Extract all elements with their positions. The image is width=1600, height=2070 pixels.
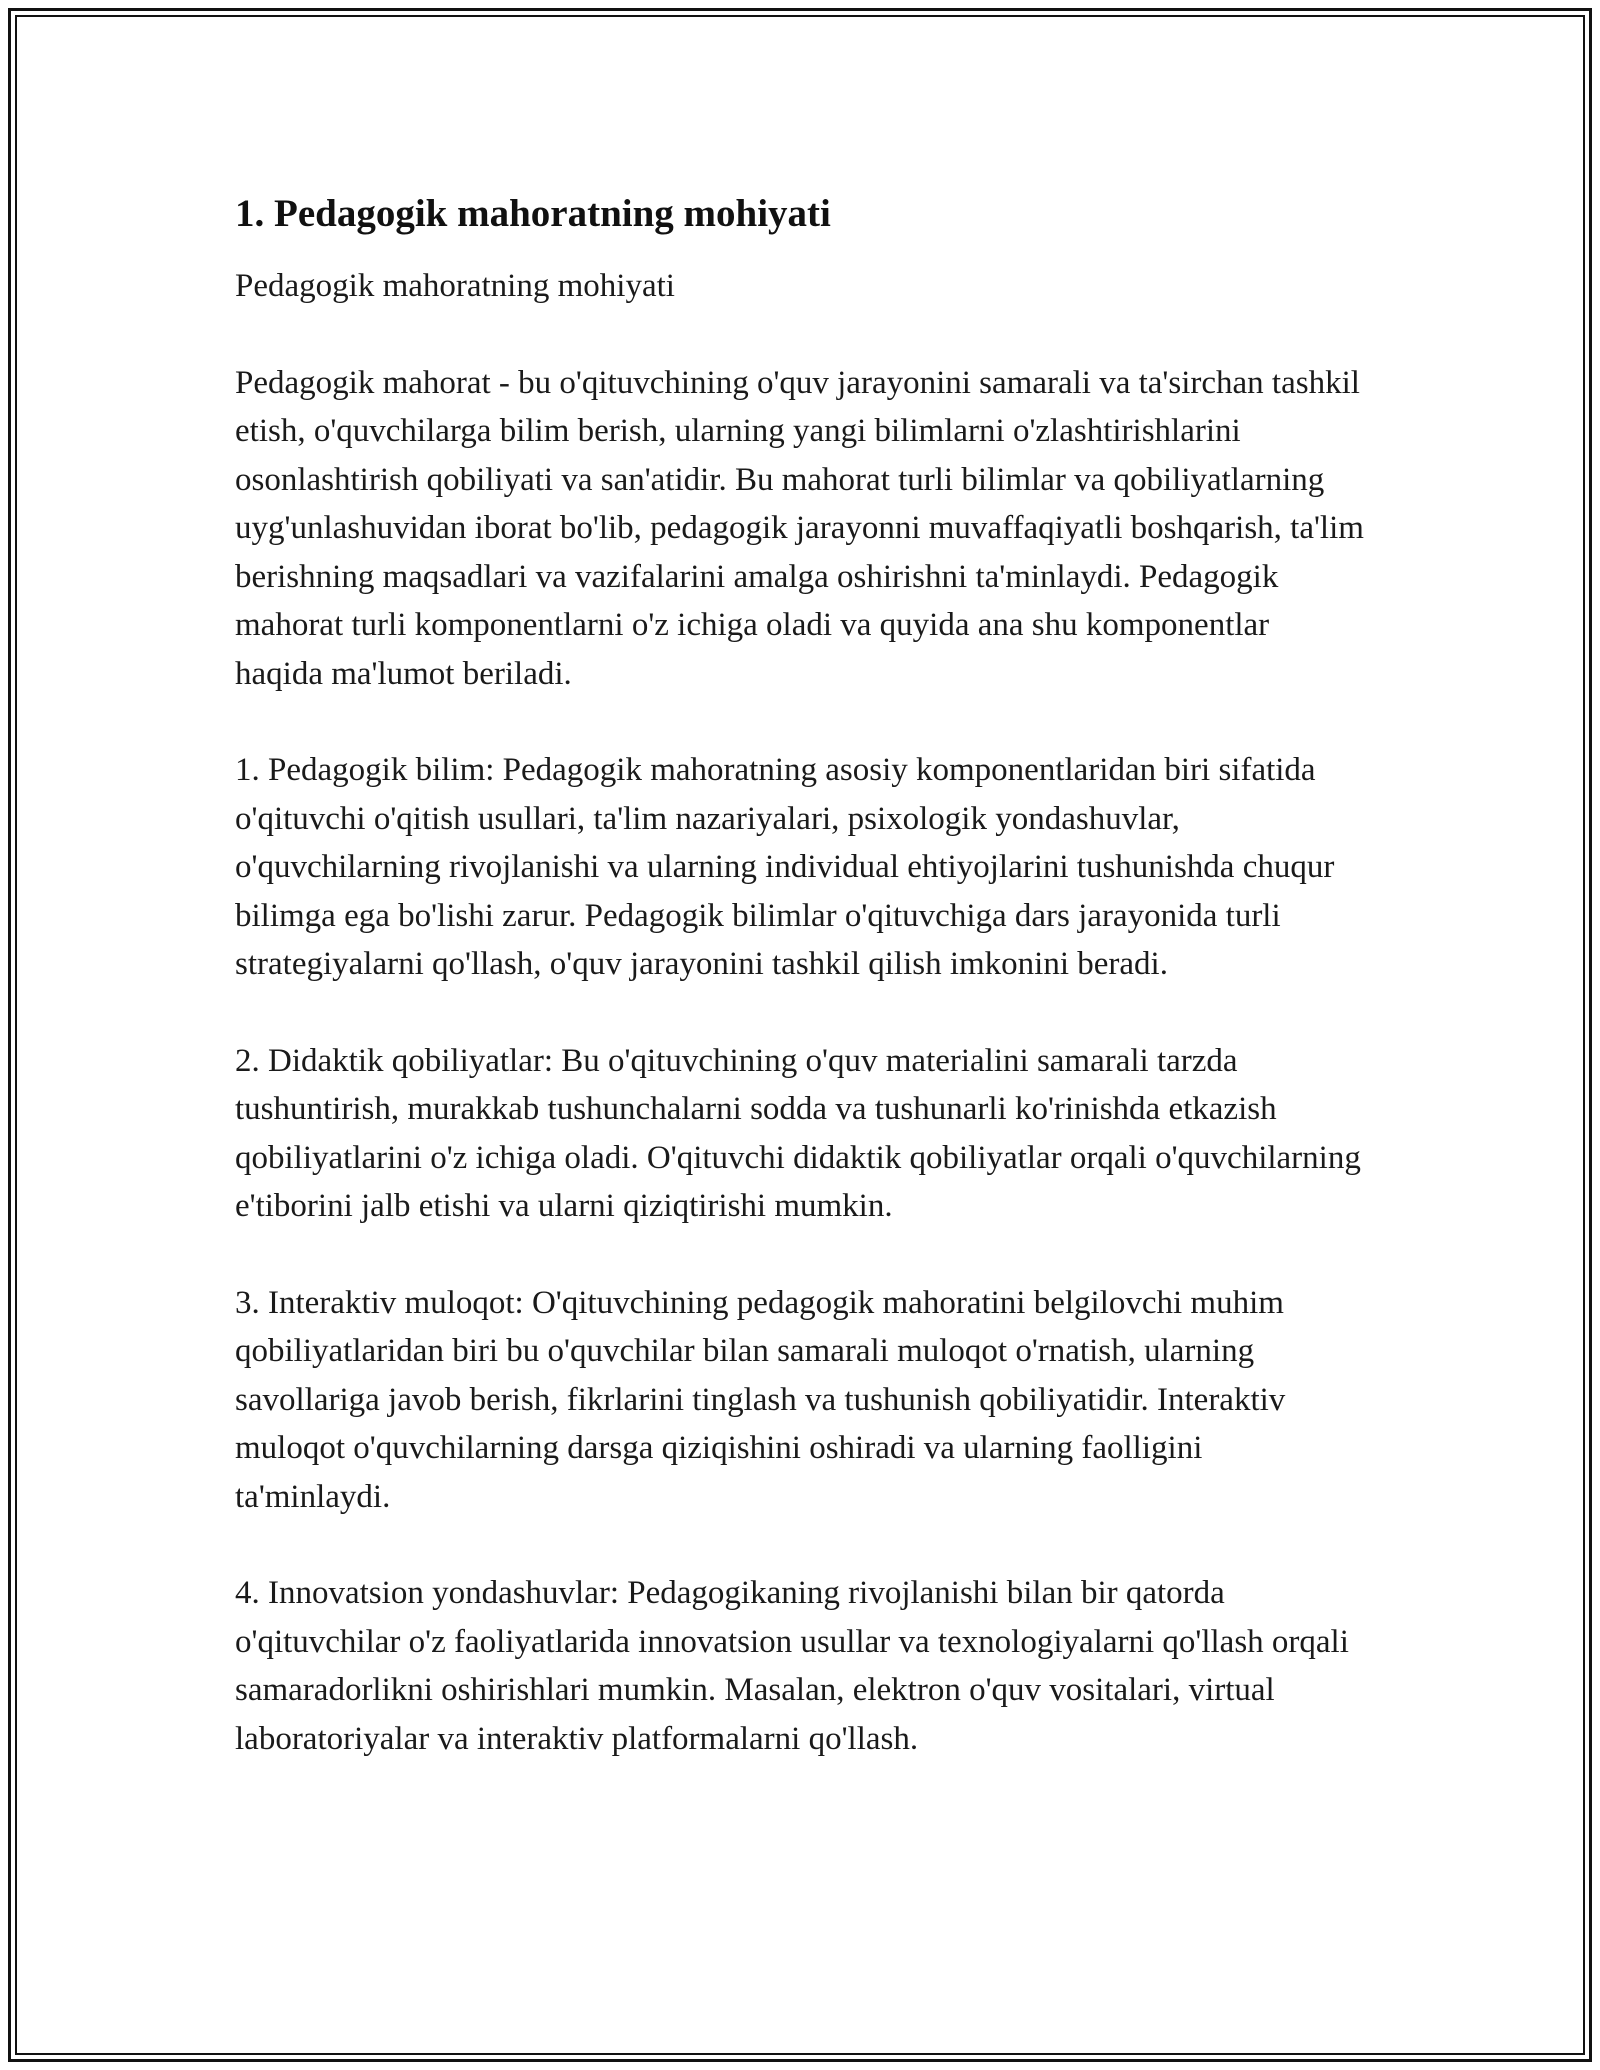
- intro-paragraph: Pedagogik mahorat - bu o'qituvchining o'quv jarayonini samarali va ta'sirchan tashkil etish, o'quvchilarga bilim berish, ularning yangi bilimlarni o'zlashtirishlarini osonlashtirish qobiliyati va san'atidir. Bu mahorat turli bilimlar va qobiliyatlarning uyg'unlashuvidan iborat bo'lib, pedagogik jarayonni muvaffaqiyatli boshqarish, ta'lim berishning maqsadlari va vazifalarini amalga oshirishni ta'minlaydi. Pedagogik mahorat turli komponentlarni o'z ichiga oladi va quyida ana shu komponentlar haqida ma'lumot beriladi.: [235, 364, 1364, 692]
- paragraph-interactive-communication: 3. Interaktiv muloqot: O'qituvchining pedagogik mahoratini belgilovchi muhim qobiliyatlaridan biri bu o'quvchilar bilan samarali muloqot o'rnatish, ularning savollariga javob berish, fikrlarini tinglash va tushunish qobiliyatidir. Interaktiv muloqot o'quvchilarning darsga qiziqishini oshiradi va ularning faolligini ta'minlaydi.: [235, 1284, 1286, 1515]
- paragraph-didactic-abilities: 2. Didaktik qobiliyatlar: Bu o'qituvchining o'quv materialini samarali tarzda tushuntirish, murakkab tushunchalarni sodda va tushunarli ko'rinishda etkazish qobiliyatlarini o'z ichiga oladi. O'qituvchi didaktik qobiliyatlar orqali o'quvchilarning e'tiborini jalb etishi va ularni qiziqtirishi mumkin.: [235, 1042, 1361, 1224]
- paragraph-innovative-approaches: 4. Innovatsion yondashuvlar: Pedagogikaning rivojlanishi bilan bir qatorda o'qituvchilar o'z faoliyatlarida innovatsion usullar va texnologiyalarni qo'llash orqali samaradorlikni oshirishlari mumkin. Masalan, elektron o'quv vositalari, virtual laboratoriyalar va interaktiv platformalarni qo'llash.: [235, 1575, 1349, 1757]
- document-body: [235, 188, 1365, 1763]
- section-subtitle: Pedagogik mahoratning mohiyati: [235, 268, 675, 304]
- paragraph-pedagogical-knowledge: 1. Pedagogik bilim: Pedagogik mahoratning asosiy komponentlaridan biri sifatida o'qituvchi o'qitish usullari, ta'lim nazariyalari, psixologik yondashuvlar, o'quvchilarning rivojlanishi va ularning individual ehtiyojlarini tushunishda chuqur bilimga ega bo'lishi zarur. Pedagogik bilimlar o'qituvchiga dars jarayonida turli strategiyalarni qo'llash, o'quv jarayonini tashkil qilish imkonini beradi.: [235, 752, 1335, 982]
- section-heading: 1. Pedagogik mahoratning mohiyati: [235, 192, 831, 235]
